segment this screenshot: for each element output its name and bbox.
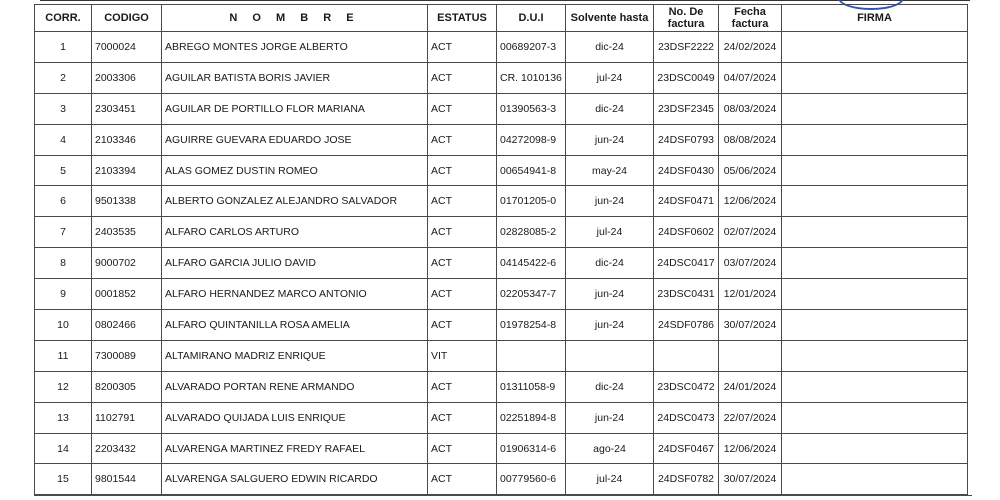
cell-solvente: jun-24 [566,310,654,341]
cell-codigo: 7000024 [92,32,162,63]
cell-corr: 3 [35,93,92,124]
cell-nombre: ABREGO MONTES JORGE ALBERTO [162,32,428,63]
cell-codigo: 2203432 [92,433,162,464]
table-row [35,155,968,186]
col-header-corr: CORR. [35,5,92,32]
cell-firma [782,32,968,63]
col-header-nombre: N O M B R E [162,5,428,32]
members-table [34,4,968,495]
table-row [35,93,968,124]
cell-solvente: jun-24 [566,124,654,155]
cell-estatus: VIT [428,340,497,371]
top-rule [40,0,970,1]
table-row [35,310,968,341]
cell-fecha [719,340,782,371]
cell-nombre: ALAS GOMEZ DUSTIN ROMEO [162,155,428,186]
cell-codigo: 2103346 [92,124,162,155]
cell-estatus: ACT [428,93,497,124]
cell-estatus: ACT [428,217,497,248]
cell-dui: 01978254-8 [497,310,566,341]
cell-codigo: 0001852 [92,279,162,310]
cell-fecha: 30/07/2024 [719,310,782,341]
cell-corr: 15 [35,464,92,495]
cell-estatus: ACT [428,371,497,402]
cell-dui: CR. 1010136 [497,62,566,93]
cell-corr: 2 [35,62,92,93]
cell-nombre: ALFARO QUINTANILLA ROSA AMELIA [162,310,428,341]
cell-factura: 24SDF0786 [654,310,719,341]
cell-fecha: 05/06/2024 [719,155,782,186]
cell-dui: 01390563-3 [497,93,566,124]
cell-dui: 01701205-0 [497,186,566,217]
cell-firma [782,62,968,93]
cell-corr: 7 [35,217,92,248]
cell-codigo: 1102791 [92,402,162,433]
cell-corr: 1 [35,32,92,63]
cell-factura [654,340,719,371]
cell-factura: 24DSF0430 [654,155,719,186]
cell-dui: 00779560-6 [497,464,566,495]
cell-factura: 24DSC0417 [654,248,719,279]
table-row [35,433,968,464]
table-row [35,279,968,310]
cell-estatus: ACT [428,279,497,310]
table-row [35,371,968,402]
cell-estatus: ACT [428,433,497,464]
cell-fecha: 12/06/2024 [719,186,782,217]
cell-corr: 14 [35,433,92,464]
cell-nombre: AGUILAR DE PORTILLO FLOR MARIANA [162,93,428,124]
cell-corr: 13 [35,402,92,433]
cell-nombre: ALVARADO QUIJADA LUIS ENRIQUE [162,402,428,433]
cell-dui: 00689207-3 [497,32,566,63]
cell-nombre: ALFARO CARLOS ARTURO [162,217,428,248]
cell-codigo: 2403535 [92,217,162,248]
cell-nombre: ALVARADO PORTAN RENE ARMANDO [162,371,428,402]
col-header-firma: FIRMA [782,5,968,32]
cell-codigo: 9000702 [92,248,162,279]
cell-dui: 04272098-9 [497,124,566,155]
cell-nombre: ALBERTO GONZALEZ ALEJANDRO SALVADOR [162,186,428,217]
cell-estatus: ACT [428,62,497,93]
cell-dui [497,340,566,371]
cell-factura: 23DSC0472 [654,371,719,402]
cell-codigo: 8200305 [92,371,162,402]
cell-solvente: jun-24 [566,402,654,433]
cell-estatus: ACT [428,402,497,433]
cell-nombre: ALVARENGA MARTINEZ FREDY RAFAEL [162,433,428,464]
cell-corr: 8 [35,248,92,279]
cell-fecha: 02/07/2024 [719,217,782,248]
cell-dui: 01311058-9 [497,371,566,402]
cell-nombre: ALFARO HERNANDEZ MARCO ANTONIO [162,279,428,310]
cell-codigo: 2003306 [92,62,162,93]
cell-estatus: ACT [428,186,497,217]
cell-solvente: jun-24 [566,186,654,217]
cell-estatus: ACT [428,155,497,186]
cell-fecha: 08/08/2024 [719,124,782,155]
col-header-factura: No. De factura [654,5,719,32]
cell-solvente: ago-24 [566,433,654,464]
col-header-codigo: CODIGO [92,5,162,32]
col-header-solvente: Solvente hasta [566,5,654,32]
cell-factura: 23DSF2345 [654,93,719,124]
cell-firma [782,93,968,124]
cell-codigo: 0802466 [92,310,162,341]
cell-estatus: ACT [428,310,497,341]
cell-dui: 02205347-7 [497,279,566,310]
cell-firma [782,433,968,464]
col-header-fecha: Fecha factura [719,5,782,32]
cell-nombre: ALFARO GARCIA JULIO DAVID [162,248,428,279]
cell-firma [782,217,968,248]
cell-dui: 02828085-2 [497,217,566,248]
cell-factura: 23DSF2222 [654,32,719,63]
col-header-dui: D.U.I [497,5,566,32]
cell-corr: 4 [35,124,92,155]
cell-corr: 9 [35,279,92,310]
cell-factura: 24DSF0793 [654,124,719,155]
cell-codigo: 9801544 [92,464,162,495]
cell-solvente: jul-24 [566,464,654,495]
cell-firma [782,371,968,402]
cell-dui: 02251894-8 [497,402,566,433]
cell-fecha: 30/07/2024 [719,464,782,495]
bottom-rule [34,495,972,496]
cell-solvente: dic-24 [566,248,654,279]
cell-firma [782,124,968,155]
table-row [35,248,968,279]
cell-corr: 10 [35,310,92,341]
cell-solvente: may-24 [566,155,654,186]
table-row [35,340,968,371]
cell-factura: 23DSC0431 [654,279,719,310]
cell-dui: 04145422-6 [497,248,566,279]
table-header-row [35,5,968,32]
cell-fecha: 12/01/2024 [719,279,782,310]
cell-factura: 23DSC0049 [654,62,719,93]
cell-corr: 6 [35,186,92,217]
cell-factura: 24DSF0602 [654,217,719,248]
cell-firma [782,340,968,371]
cell-fecha: 24/01/2024 [719,371,782,402]
cell-firma [782,279,968,310]
cell-estatus: ACT [428,464,497,495]
table-row [35,186,968,217]
cell-estatus: ACT [428,248,497,279]
cell-fecha: 24/02/2024 [719,32,782,63]
cell-solvente: dic-24 [566,93,654,124]
cell-corr: 11 [35,340,92,371]
cell-factura: 24DSF0471 [654,186,719,217]
cell-corr: 12 [35,371,92,402]
table-row [35,62,968,93]
cell-solvente: dic-24 [566,32,654,63]
table-row [35,402,968,433]
cell-solvente: jun-24 [566,279,654,310]
cell-firma [782,248,968,279]
cell-estatus: ACT [428,32,497,63]
cell-fecha: 03/07/2024 [719,248,782,279]
cell-estatus: ACT [428,124,497,155]
cell-fecha: 08/03/2024 [719,93,782,124]
cell-firma [782,464,968,495]
cell-corr: 5 [35,155,92,186]
cell-firma [782,186,968,217]
cell-factura: 24DSF0467 [654,433,719,464]
cell-firma [782,155,968,186]
cell-dui: 01906314-6 [497,433,566,464]
cell-nombre: ALTAMIRANO MADRIZ ENRIQUE [162,340,428,371]
table-row [35,32,968,63]
cell-codigo: 7300089 [92,340,162,371]
cell-firma [782,310,968,341]
cell-factura: 24DSC0473 [654,402,719,433]
cell-dui: 00654941-8 [497,155,566,186]
cell-codigo: 9501338 [92,186,162,217]
table-row [35,124,968,155]
cell-nombre: AGUILAR BATISTA BORIS JAVIER [162,62,428,93]
cell-nombre: AGUIRRE GUEVARA EDUARDO JOSE [162,124,428,155]
cell-solvente: jul-24 [566,62,654,93]
cell-solvente: dic-24 [566,371,654,402]
cell-codigo: 2103394 [92,155,162,186]
col-header-estatus: ESTATUS [428,5,497,32]
cell-solvente: jul-24 [566,217,654,248]
cell-fecha: 04/07/2024 [719,62,782,93]
cell-fecha: 12/06/2024 [719,433,782,464]
table-row [35,464,968,495]
cell-nombre: ALVARENGA SALGUERO EDWIN RICARDO [162,464,428,495]
cell-factura: 24DSF0782 [654,464,719,495]
cell-solvente [566,340,654,371]
cell-fecha: 22/07/2024 [719,402,782,433]
cell-codigo: 2303451 [92,93,162,124]
cell-firma [782,402,968,433]
table-row [35,217,968,248]
